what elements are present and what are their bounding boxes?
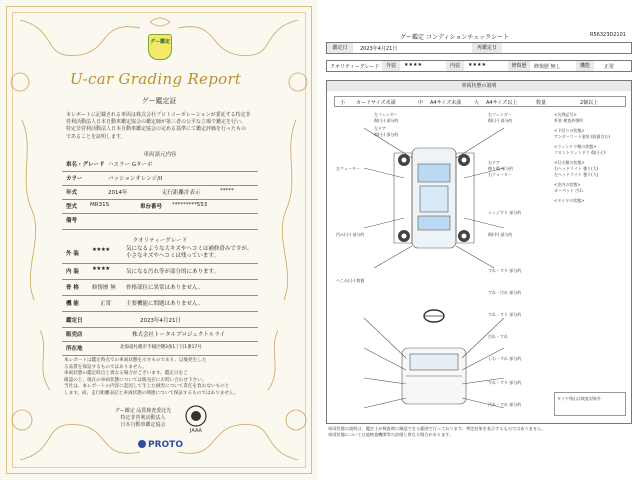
note-left-door-detail: 傷(小) 部分的: [374, 132, 399, 137]
function-grade-row: 機 能 正常 主要機能に問題はありません。: [62, 295, 258, 312]
svg-text:JAAA: JAAA: [190, 428, 202, 434]
jaaa-seal-icon: [180, 402, 212, 434]
inspection-date-row: 鑑定日 2023年4月21日: [62, 313, 258, 328]
exterior-grade-row: 外 装 ★★★★ 気になるような大キズやヘコミは補修済みですが、小さなキズやヘコミは残っています。: [62, 243, 258, 264]
size-a4plus: A4サイズ以上: [486, 100, 518, 106]
note-right-scratch: 傷(中) 部分的: [488, 232, 513, 237]
size-large: 大: [474, 100, 480, 106]
legend-column: <凡例記号> 外装 検査外箇所 <下回りの状態> アンダーコート塗装 (防錆含む) <ウィンドウ類の状態> フロントウィンドウ 傷(小)少 <灯火類の状態> 右ヘッドライト 曇り(大) 左ヘッドライト 曇り(大) <室内の状態> カーペット 汚れ <タイヤの状態>: [554, 112, 611, 203]
exterior-stars: ★★★★: [404, 62, 422, 68]
sheet-footer-notes: 車両状態の説明は、鑑定士が検査時に確認できる範囲で行っております。判定結果を表示するものではありません。 車両状態については他検査機関等の評価と異なる場合があります。: [328, 426, 546, 437]
size-small: 小: [340, 100, 346, 106]
repair-value: 修復歴 無し: [534, 64, 561, 70]
dealer-row: 販売店 株式会社トータルプロジェクトルライ: [62, 327, 258, 342]
repair-label: 修復歴: [508, 61, 530, 71]
note-right-fender: 右フェンダー: [488, 112, 512, 117]
count-label: 数量: [536, 100, 547, 106]
exterior-label: 外装: [382, 61, 400, 71]
note-right-rub: すれ・すり 部分的: [488, 268, 522, 273]
organization-text: グー鑑定 品質検査委託先 特定非営利活動法人 日本自動車鑑定協会: [114, 408, 172, 428]
date-value: 2023年4月21日: [360, 46, 398, 52]
note-left-fender-detail: 傷(小) 部分的: [374, 118, 399, 123]
color-row: カラー パッションオレンジ/II: [62, 171, 258, 186]
certificate-title: U-car Grading Report: [70, 70, 242, 88]
note-right-fender-detail: 傷(小) 部分的: [488, 118, 513, 123]
date-label: 鑑定日: [327, 43, 353, 53]
section-header: 車両状態の説明: [327, 81, 631, 91]
note-left-fender: 左フェンダー: [374, 112, 398, 117]
note-left-door: 左ドア: [374, 126, 386, 131]
note-inner-5: 汚れ・すれ 部分的: [488, 402, 522, 407]
note-inner-4: すれ・すり 部分的: [488, 380, 522, 385]
condition-check-sheet: [320, 0, 640, 480]
note-inner-3: しわ・すれ 部分的: [488, 356, 522, 361]
grade-label: クオリティーグレード: [330, 64, 380, 70]
vehicle-diagram: [334, 108, 548, 418]
function-label: 機能: [576, 61, 594, 71]
interior-label: 内装: [446, 61, 464, 71]
quality-grade-header: クオリティーグレード: [132, 238, 188, 244]
type-row: 型式 MR31S 車台番号 *********553: [62, 199, 258, 214]
note-right-door-detail: 擦り傷 部分的: [488, 166, 514, 171]
proto-logo: PROTO: [138, 440, 183, 450]
sheet-title: グー鑑定 コンディションチェックシート: [400, 34, 510, 41]
function-value: 正常: [604, 64, 615, 70]
disclaimer-text: 本レポートは鑑定時点での車両状態を示すものであり、以後発生した る品質を保証するものではありません。 車両状態の鑑定時点と異なる場合がございます。鑑定日をご 確認の上、現在の車両状態については販売店にお問い合わせ下さい。 当社は、本レポートの内容に起因して生じた損害について責任を負わないものと します。尚、走行距離表記と車両状態の関連について保証するものではありません。: [64, 358, 239, 396]
size-card: カードサイズ未満: [356, 100, 396, 106]
note-inner-1: すれ・すり 部分的: [488, 312, 522, 317]
model-row: 車名・グレード ハスラー Gターボ: [62, 157, 258, 172]
certificate-subtitle: グー鑑定証: [141, 97, 177, 105]
tire-note: タイヤ残山は検査対象外: [557, 396, 601, 401]
recheck-label: 再鑑定日: [472, 43, 502, 53]
size-a4: A4サイズ未満: [430, 100, 462, 106]
year-row: 年式 2014年 走行距離計表示 *****: [62, 185, 258, 200]
note-left-dent: へこみ(小) 数個: [336, 278, 365, 283]
count-value: 2個以上: [580, 100, 599, 106]
sheet-code: R56323D2101: [590, 32, 626, 38]
grading-certificate: [0, 0, 318, 480]
frame-grade-row: 骨 格 修復歴 無 骨格部位に異常はありません。: [62, 279, 258, 296]
note-right-door: 右ドア: [488, 160, 500, 165]
note-left-quarter: 左クォーター: [336, 166, 360, 171]
interior-stars: ★★★★: [468, 62, 486, 68]
note-right-edge: エッジすり 部分的: [488, 210, 522, 215]
address-row: 所在地 北海道札幌市手稲区曙3条1丁目1番17号: [62, 341, 258, 356]
note-right-quarter: 右クォーター: [488, 172, 512, 177]
interior-grade-row: 内 装 ★★★★ 気になる汚れ等が部分的にあります。: [62, 263, 258, 280]
vehicle-info-header: 車両諸元内容: [143, 152, 177, 158]
intro-paragraph: 本レポートに記載される車両は株式会社プロトコーポレーションが委託する特定非 営利活動法人日本自動車鑑定協会の鑑定師が第三者の公平な立場で鑑定を行い、 特定非営利活動法人日本自動車鑑定協会の定める基準にて鑑定評価を行ったもの であることを証明します。: [66, 112, 251, 140]
note-left-quarter-detail: 凹み(小) 部分的: [336, 232, 365, 237]
size-mid: 中: [418, 100, 424, 106]
note-inner-2: 汚れ・すれ: [488, 334, 508, 339]
note-right-dirt: すれ・汚れ 部分的: [488, 290, 522, 295]
goo-badge-icon: グー鑑定: [148, 34, 172, 60]
remarks-row: 備考: [62, 213, 258, 230]
